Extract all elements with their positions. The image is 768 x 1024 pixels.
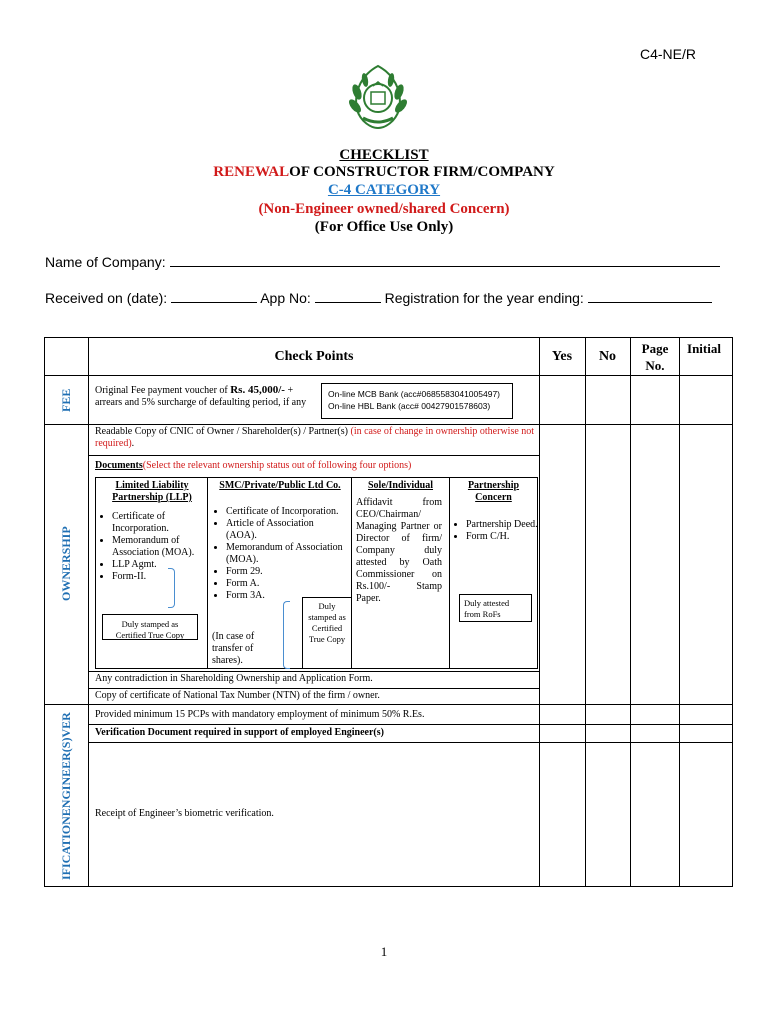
concern-heading: (Non-Engineer owned/shared Concern) <box>258 201 510 217</box>
smc-note-box: Duly stamped as Certified True Copy <box>302 597 352 669</box>
app-no-label: App No: <box>260 290 311 306</box>
header-yes: Yes <box>551 349 573 364</box>
list-item: • Form C/H. <box>466 531 548 543</box>
received-label: Received on (date): <box>45 290 168 306</box>
pcp-row: Provided minimum 15 PCPs with mandatory employment of minimum 50% R.Es. <box>95 709 425 720</box>
section-ownership: OWNERSHIP <box>59 526 73 602</box>
option-partnership-title: Partnership Concern <box>467 480 520 503</box>
biometric-row: Receipt of Engineer’s biometric verification. <box>95 808 274 819</box>
header-check-points: Check Points <box>274 349 354 364</box>
option-smc-list <box>212 506 346 602</box>
contradiction-row: Any contradiction in Shareholding Ownership and Application Form. <box>95 673 373 684</box>
company-name-label: Name of Company: <box>45 254 166 270</box>
registration-line[interactable] <box>588 290 712 303</box>
list-item: • Certificate of Incorporation. <box>226 506 346 518</box>
option-llp-list <box>98 511 212 583</box>
partnership-note-box: Duly attested from RoFs <box>459 594 532 622</box>
documents-instruction: (Select the relevant ownership status out of following four options) <box>142 460 412 471</box>
received-date-line[interactable] <box>171 290 257 303</box>
bank-accounts-box <box>321 383 513 419</box>
company-name-line[interactable] <box>170 254 720 267</box>
list-item: • Memorandum of Association (MOA). <box>226 542 346 566</box>
bank-mcb: On-line MCB Bank (acc#0685583041005497) <box>328 389 501 399</box>
subtitle-rest: OF CONSTRUCTOR FIRM/COMPANY <box>289 164 555 180</box>
emblem-logo <box>343 62 413 132</box>
section-fee: FEE <box>59 388 73 412</box>
verification-doc-row: Verification Document required in support of employed Engineer(s) <box>95 727 384 738</box>
registration-label: Registration for the year ending: <box>384 290 584 306</box>
header-initial: Initial <box>687 341 721 356</box>
page-number: 1 <box>380 944 388 959</box>
ntn-row: Copy of certificate of National Tax Number (NTN) of the firm / owner. <box>95 690 380 701</box>
documents-label: Documents <box>95 460 143 471</box>
list-item: • Form 3A. <box>226 590 346 602</box>
list-item: • Memorandum of Association (MOA). <box>112 535 212 559</box>
list-item: • Form A. <box>226 578 346 590</box>
option-sole-body: Affidavit from CEO/Chairman/ Managing Partner or Director of firm/ Company duly attested by Oath Commissioner on Rs.100/- Stamp Paper. <box>356 497 442 604</box>
list-item: • Form 29. <box>226 566 346 578</box>
smc-bracket <box>283 601 290 669</box>
checklist-title: CHECKLIST <box>339 147 429 163</box>
option-sole-title: Sole/Individual <box>367 480 434 491</box>
cnic-row-text: Readable Copy of CNIC of Owner / Shareholder(s) / Partner(s) (in case of change in ownership otherwise not required). <box>95 426 535 449</box>
documents-row <box>95 460 535 472</box>
renewal-word: RENEWAL <box>213 164 290 180</box>
option-smc-extra: (In case of transfer of shares). <box>212 631 255 666</box>
list-item: • Certificate of Incorporation. <box>112 511 212 535</box>
option-partnership-list <box>452 519 548 543</box>
llp-note-box: Duly stamped as Certified True Copy <box>102 614 198 640</box>
option-smc-title: SMC/Private/Public Ltd Co. <box>219 480 341 491</box>
document-code: C4-NE/R <box>640 46 697 62</box>
received-row <box>45 290 735 306</box>
llp-bracket <box>168 568 175 608</box>
renewal-subtitle <box>0 164 768 181</box>
list-item: • LLP Agmt. <box>112 559 212 571</box>
app-no-line[interactable] <box>315 290 381 303</box>
office-use-heading: (For Office Use Only) <box>314 219 454 235</box>
list-item: • Partnership Deed. <box>466 519 548 531</box>
list-item: • Form-II. <box>112 571 212 583</box>
list-item: • Article of Association (AOA). <box>226 518 346 542</box>
company-name-field[interactable] <box>45 254 725 270</box>
fee-row-text: Original Fee payment voucher of Rs. 45,000/- + arrears and 5% surcharge of defaulting period, if any <box>95 384 307 408</box>
section-verification: IFICATIONENGINEER(S)VER <box>59 712 73 880</box>
header-page-no: Page No. <box>641 341 669 373</box>
option-llp-title: Limited Liability Partnership (LLP) <box>112 480 192 503</box>
header-no: No <box>598 349 617 364</box>
category-heading: C-4 CATEGORY <box>327 182 441 198</box>
bank-hbl: On-line HBL Bank (acc# 00427901578603) <box>328 401 491 411</box>
